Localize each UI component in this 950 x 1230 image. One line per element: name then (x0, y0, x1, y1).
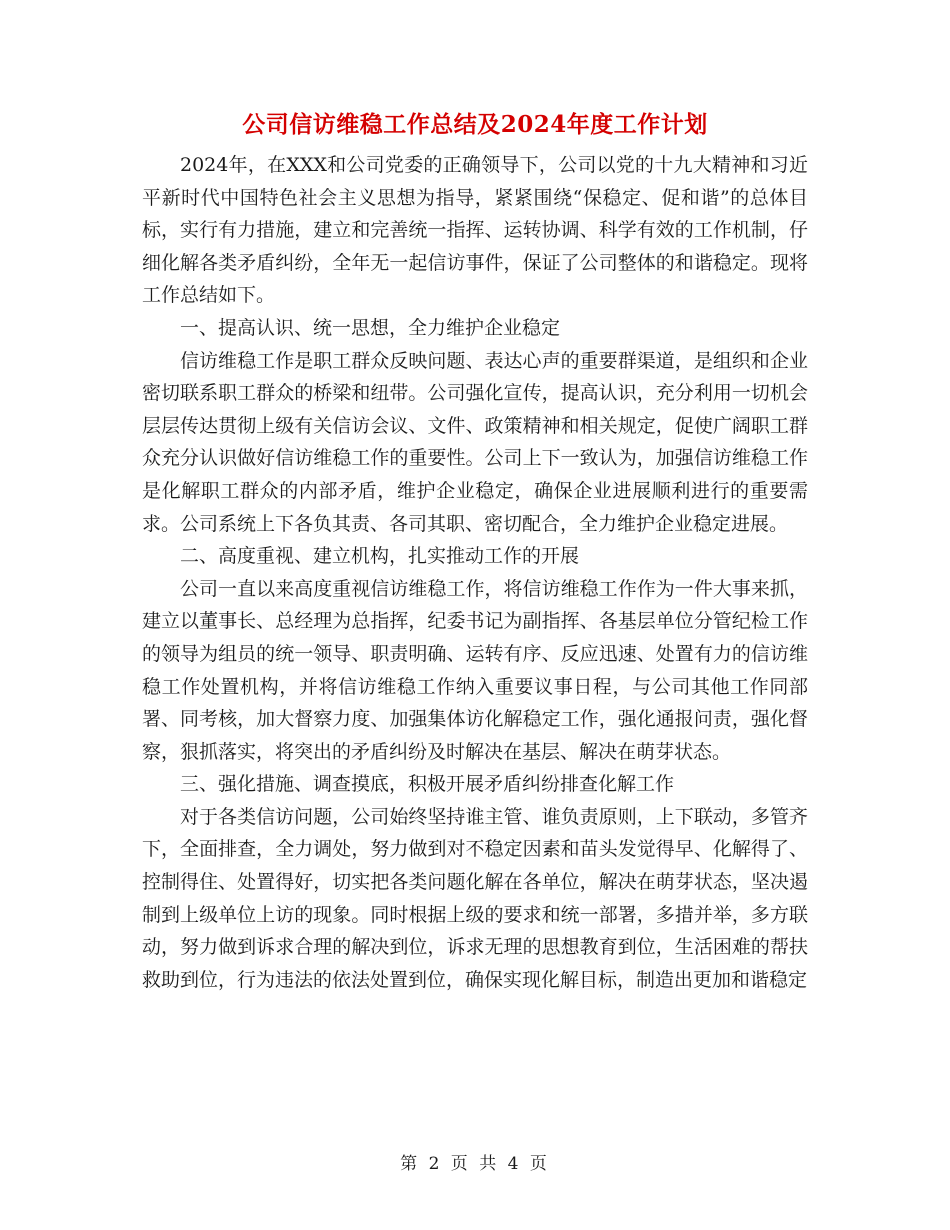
document-body (142, 149, 808, 996)
paragraph-section-3: 对于各类信访问题，公司始终坚持谁主管、谁负责原则，上下联动，多管齐下，全面排查，全力调处，努力做到对不稳定因素和苗头发觉得早、化解得了、控制得住、处置得好，切实把各类问题化解在各单位，解决在萌芽状态，坚决遏制到上级单位上访的现象。同时根据上级的要求和统一部署，多措并举，多方联动，努力做到诉求合理的解决到位，诉求无理的思想教育到位，生活困难的帮扶救助到位，行为违法的依法处置到位，确保实现化解目标，制造出更加和谐稳定 (142, 805, 808, 991)
section-heading-2: 二、高度重视、建立机构，扎实推动工作的开展 (180, 545, 580, 568)
document-title: 公司信访维稳工作总结及2024年度工作计划 (242, 111, 708, 138)
section-heading-1: 一、提高认识、统一思想，全力维护企业稳定 (180, 316, 561, 339)
paragraph-section-2: 公司一直以来高度重视信访维稳工作，将信访维稳工作作为一件大事来抓，建立以董事长、总经理为总指挥，纪委书记为副指挥、各基层单位分管纪检工作的领导为组员的统一领导、职责明确、运转有序、反应迅速、处置有力的信访维稳工作处置机构，并将信访维稳工作纳入重要议事日程，与公司其他工作同部署、同考核，加大督察力度、加强集体访化解稳定工作，强化通报问责，强化督察，狠抓落实，将突出的矛盾纠纷及时解决在基层、解决在萌芽状态。 (142, 577, 808, 763)
paragraph-section-1: 信访维稳工作是职工群众反映问题、表达心声的重要群渠道，是组织和企业密切联系职工群众的桥梁和纽带。公司强化宣传，提高认识，充分利用一切机会层层传达贯彻上级有关信访会议、文件、政策精神和相关规定，促使广阔职工群众充分认识做好信访维稳工作的重要性。公司上下一致认为，加强信访维稳工作是化解职工群众的内部矛盾，维护企业稳定，确保企业进展顺利进行的重要需求。公司系统上下各负其责、各司其职、密切配合，全力维护企业稳定进展。 (142, 349, 808, 535)
paragraph-intro: 2024年，在XXX和公司党委的正确领导下，公司以党的十九大精神和习近平新时代中国特色社会主义思想为指导，紧紧围绕“保稳定、促和谐”的总体目标，实行有力措施，建立和完善统一指挥、运转协调、科学有效的工作机制，仔细化解各类矛盾纠纷，全年无一起信访事件，保证了公司整体的和谐稳定。现将工作总结如下。 (142, 154, 808, 307)
page-number-footer: 第 2 页 共 4 页 (400, 1154, 550, 1174)
section-heading-3: 三、强化措施、调查摸底，积极开展矛盾纠纷排查化解工作 (180, 773, 675, 796)
